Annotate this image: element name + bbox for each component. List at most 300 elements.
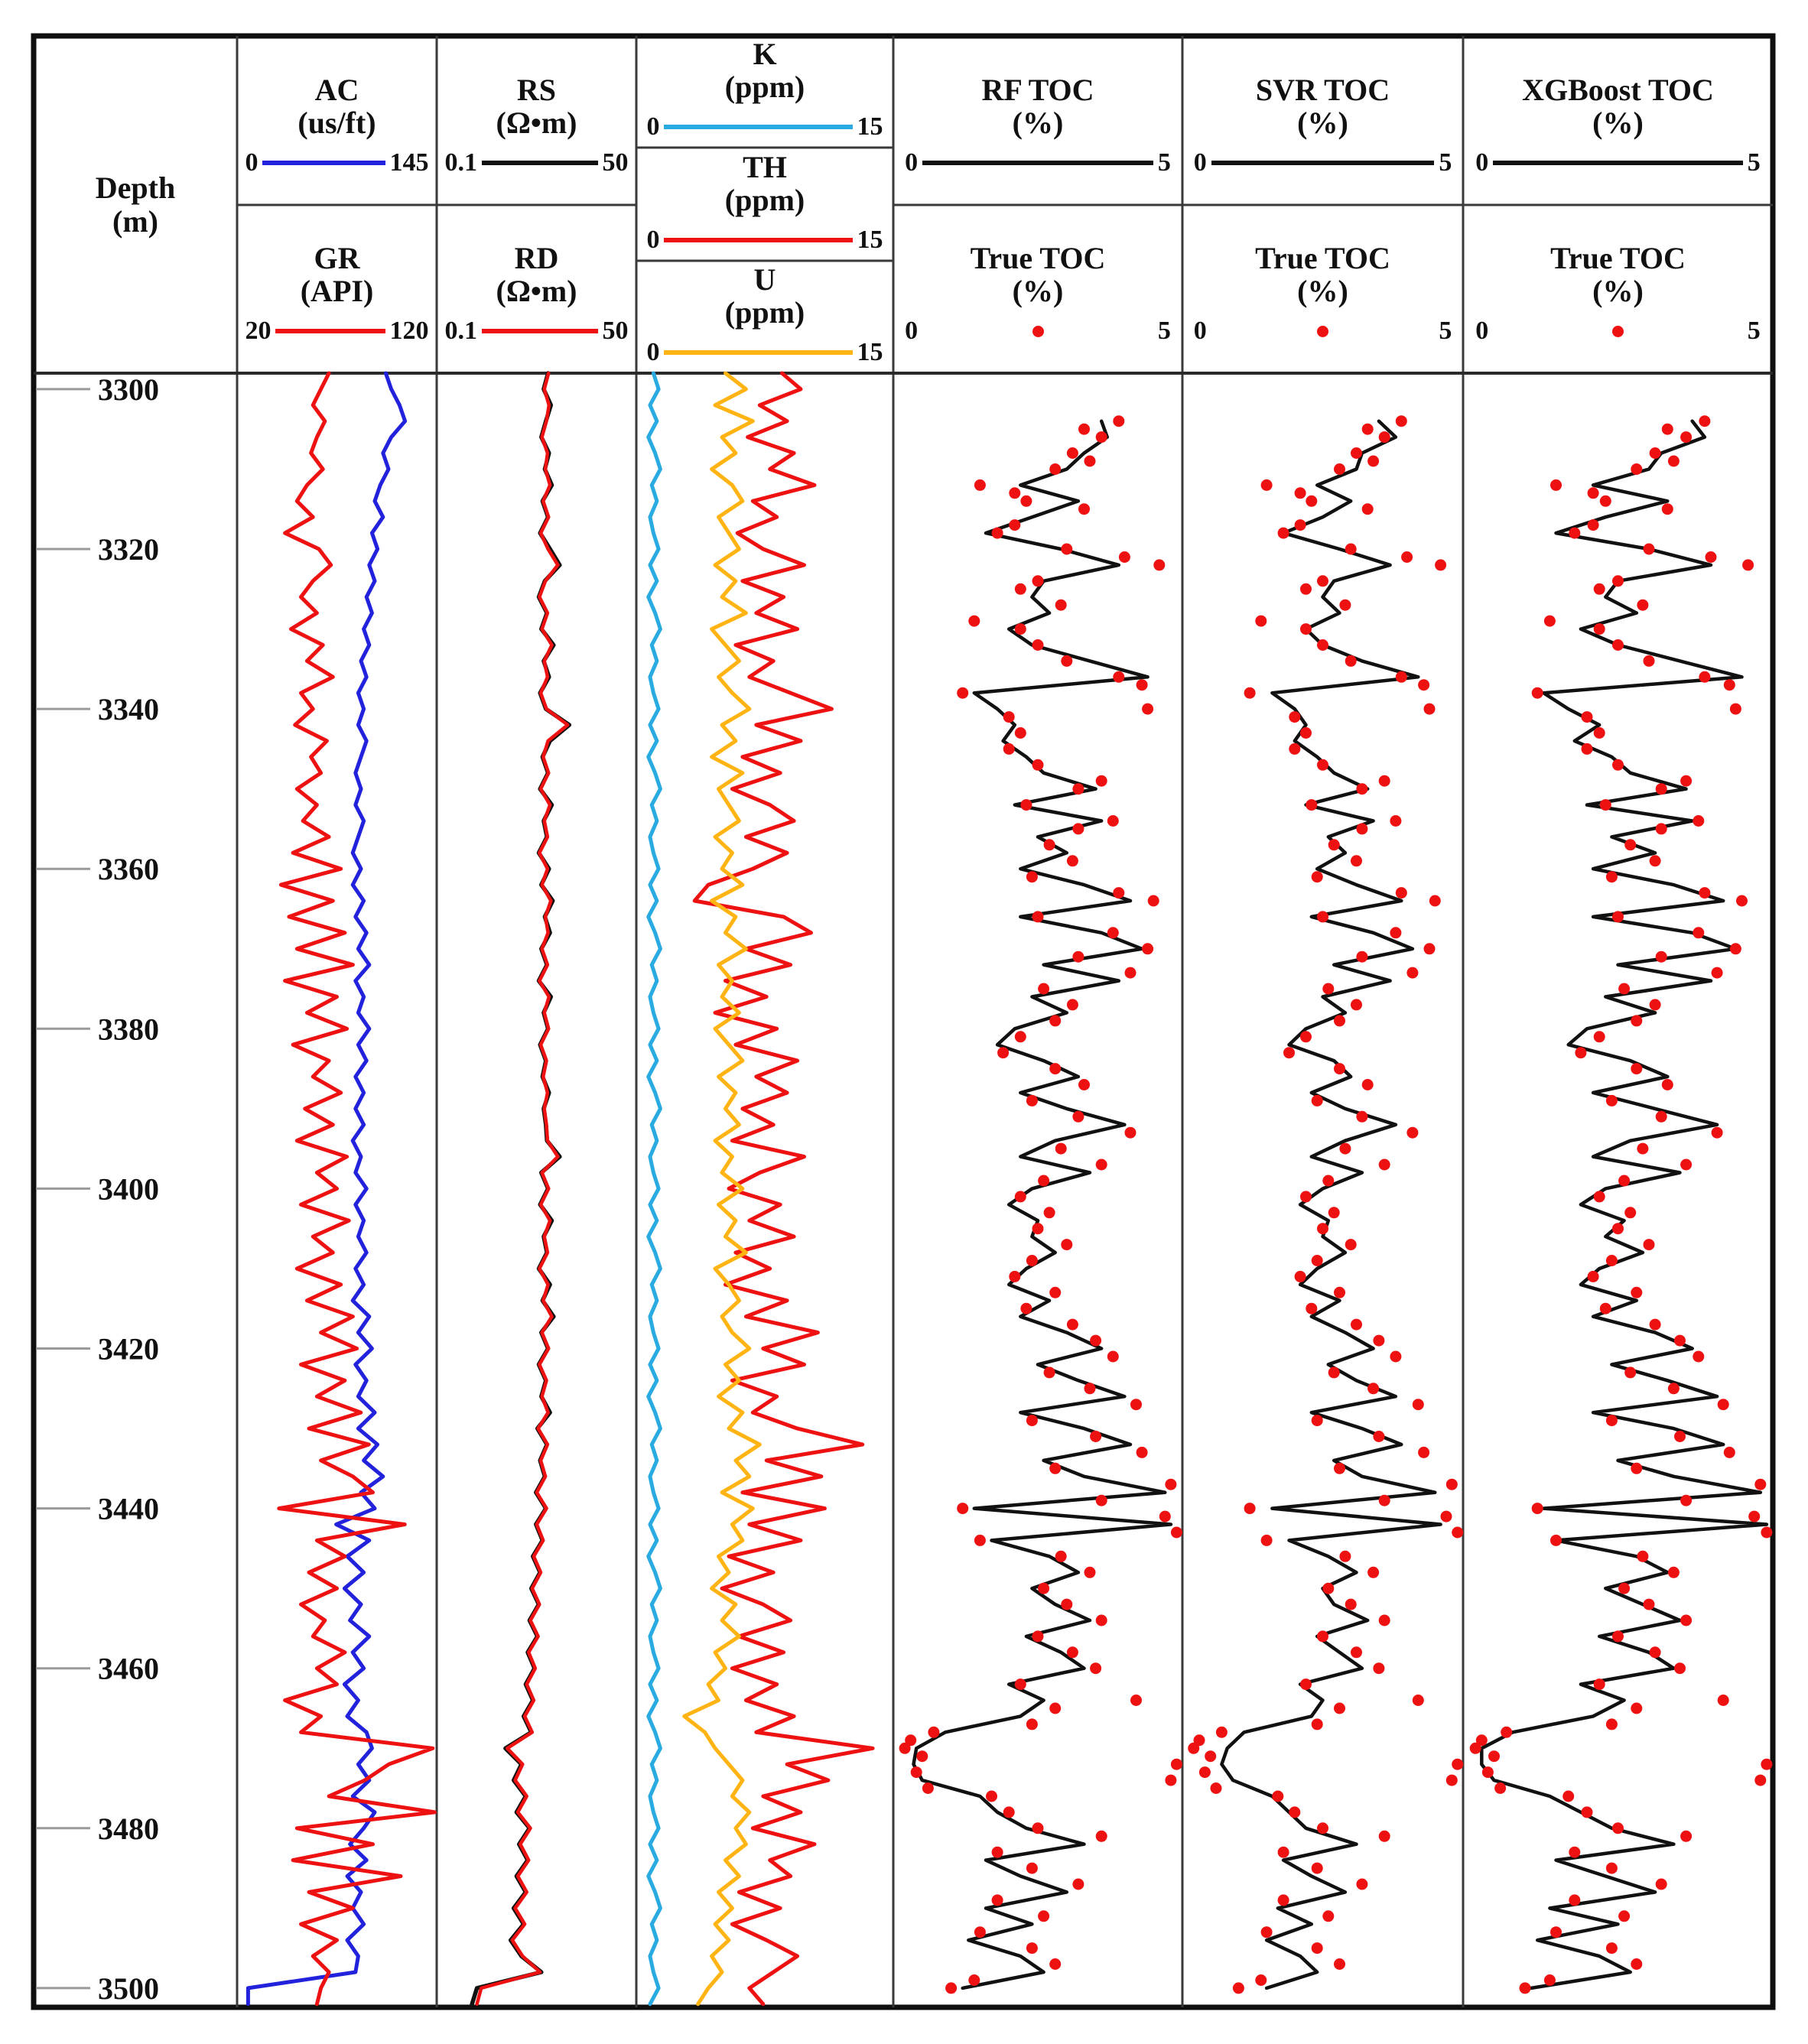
true-toc-point bbox=[1165, 1479, 1176, 1490]
true-toc-point bbox=[1618, 1910, 1630, 1922]
u-header-cell bbox=[636, 261, 893, 373]
true-toc-point bbox=[1390, 1351, 1401, 1363]
true-toc-point bbox=[1096, 1495, 1107, 1506]
true-toc-point bbox=[1680, 1831, 1692, 1842]
true-toc-point bbox=[1261, 1926, 1273, 1938]
svr-toc-max: 5 bbox=[1439, 148, 1452, 177]
true-toc-point bbox=[1618, 983, 1630, 995]
depth-tick-label: 3380 bbox=[98, 1012, 159, 1047]
svr-toc-curve bbox=[1221, 421, 1440, 1988]
true-toc-point bbox=[1334, 1958, 1345, 1970]
true-toc-point bbox=[1084, 1567, 1096, 1578]
true-toc-point bbox=[1078, 1079, 1090, 1090]
true-toc-point bbox=[1334, 1063, 1345, 1074]
true-toc-point bbox=[1300, 1191, 1312, 1202]
true-toc-point bbox=[1312, 1255, 1323, 1266]
true-toc-point bbox=[1067, 855, 1078, 866]
true-toc-point bbox=[1061, 544, 1072, 555]
xgb-toc-curve bbox=[1481, 421, 1767, 1988]
true-toc-point bbox=[1312, 1942, 1323, 1954]
true-toc-point bbox=[1761, 1527, 1772, 1539]
true-toc-point bbox=[1680, 775, 1692, 787]
depth-tick-label: 3300 bbox=[98, 372, 159, 407]
true-toc-point bbox=[1356, 823, 1367, 834]
true-toc-point bbox=[1396, 415, 1407, 427]
true-toc-point bbox=[1351, 999, 1362, 1010]
true-toc-point bbox=[1020, 799, 1032, 811]
u-label: U bbox=[753, 262, 776, 297]
true-toc-point bbox=[1424, 943, 1436, 954]
true-toc-point bbox=[1351, 1646, 1362, 1658]
th-min: 0 bbox=[646, 226, 660, 254]
true-toc-point bbox=[1624, 1366, 1636, 1378]
true-toc-point bbox=[1562, 1791, 1574, 1802]
true-toc-point bbox=[1351, 1319, 1362, 1331]
xgb-toc-min: 0 bbox=[1475, 148, 1489, 177]
true-toc-point bbox=[945, 1982, 957, 1994]
true-toc-point bbox=[1631, 1063, 1642, 1074]
true-toc-point bbox=[1289, 743, 1300, 755]
true-toc-point bbox=[1650, 1319, 1661, 1331]
true-toc-point bbox=[1345, 544, 1357, 555]
rd-min: 0.1 bbox=[444, 317, 477, 345]
true-toc-point bbox=[1130, 1695, 1142, 1706]
true-toc-point bbox=[1618, 1175, 1630, 1187]
rs-scale-row bbox=[444, 150, 628, 176]
true-toc-point bbox=[1306, 496, 1317, 507]
true-toc-point bbox=[1367, 1383, 1379, 1394]
true-toc-point bbox=[1067, 447, 1078, 459]
depth-header-cell bbox=[34, 36, 237, 373]
true-toc-point bbox=[1631, 1015, 1642, 1026]
true-toc-point bbox=[1255, 1974, 1267, 1986]
true-toc-point bbox=[1612, 911, 1624, 922]
true-toc-point bbox=[1084, 456, 1096, 467]
true-toc-point bbox=[1631, 1287, 1642, 1298]
k-min: 0 bbox=[646, 112, 660, 141]
k-unit: (ppm) bbox=[724, 69, 805, 104]
true-toc-point bbox=[1650, 447, 1661, 459]
rf-toc-label: RF TOC bbox=[981, 72, 1094, 107]
true-toc-point bbox=[957, 687, 968, 699]
true-toc-point bbox=[1300, 583, 1312, 595]
true-toc-point bbox=[1317, 759, 1328, 771]
xgb-toc-label: XGBoost TOC bbox=[1522, 72, 1714, 107]
true-toc-point bbox=[1668, 456, 1680, 467]
true-toc-point bbox=[1650, 999, 1661, 1010]
true-toc-point bbox=[1289, 711, 1300, 723]
true-toc-point bbox=[1142, 704, 1153, 715]
true-toc-point bbox=[1606, 1942, 1618, 1954]
true-toc-xgb-label: True TOC bbox=[1550, 240, 1686, 275]
true-toc-point bbox=[974, 1535, 986, 1546]
true-toc-point bbox=[1026, 1415, 1038, 1426]
rf-toc-unit: (%) bbox=[1012, 105, 1064, 140]
depth-unit: (m) bbox=[112, 203, 158, 239]
true-toc-point bbox=[1044, 1207, 1055, 1218]
true-toc-point bbox=[1680, 1159, 1692, 1171]
u-curve bbox=[685, 373, 760, 2004]
true-toc-point bbox=[1061, 655, 1072, 667]
rs-label: RS bbox=[516, 72, 557, 107]
true-toc-point bbox=[1032, 911, 1044, 922]
rs-max: 50 bbox=[602, 148, 629, 177]
true-toc-point bbox=[1452, 1759, 1463, 1770]
depth-title: Depth bbox=[95, 171, 176, 206]
rd-max: 50 bbox=[602, 317, 629, 345]
true-toc-point bbox=[1038, 1910, 1049, 1922]
true-toc-point bbox=[1606, 1718, 1618, 1730]
true-toc-point bbox=[1038, 1583, 1049, 1594]
true-toc-svr-marker bbox=[1317, 326, 1328, 337]
true-toc-point bbox=[1334, 1703, 1345, 1714]
true-toc-point bbox=[1650, 855, 1661, 866]
true-toc-point bbox=[1055, 600, 1067, 611]
rd-unit: (Ω•m) bbox=[496, 273, 577, 308]
true-toc-point bbox=[1532, 1503, 1543, 1514]
true-toc-point bbox=[1283, 1047, 1295, 1058]
true-toc-point bbox=[1295, 1271, 1306, 1282]
true-toc-point bbox=[1015, 727, 1026, 739]
true-toc-point bbox=[1334, 463, 1345, 475]
true-toc-point bbox=[1637, 1551, 1648, 1562]
true-toc-point bbox=[1096, 1615, 1107, 1626]
true-toc-point bbox=[1637, 600, 1648, 611]
true-toc-point bbox=[1373, 1431, 1384, 1442]
true-toc-point bbox=[1278, 1847, 1289, 1858]
true-toc-rf-header-cell bbox=[893, 205, 1182, 373]
true-toc-point bbox=[1015, 583, 1026, 595]
true-toc-xgb-max: 5 bbox=[1747, 317, 1761, 345]
true-toc-point bbox=[1594, 623, 1605, 635]
true-toc-point bbox=[1205, 1750, 1216, 1762]
true-toc-point bbox=[1594, 727, 1605, 739]
true-toc-point bbox=[1312, 1415, 1323, 1426]
true-toc-point bbox=[1125, 967, 1137, 979]
rd-scale-row bbox=[444, 318, 628, 344]
true-toc-point bbox=[1612, 759, 1624, 771]
true-toc-point bbox=[1148, 895, 1159, 907]
true-toc-point bbox=[1312, 1095, 1323, 1106]
true-toc-point bbox=[1488, 1750, 1500, 1762]
true-toc-point bbox=[1520, 1982, 1531, 1994]
true-toc-point bbox=[1328, 1366, 1340, 1378]
true-toc-point bbox=[1356, 1111, 1367, 1123]
true-toc-point bbox=[1699, 415, 1710, 427]
true-toc-svr-marker-wrap bbox=[1207, 326, 1439, 337]
depth-tick-label: 3340 bbox=[98, 692, 159, 727]
true-toc-point bbox=[1107, 815, 1119, 827]
true-toc-point bbox=[1334, 1287, 1345, 1298]
true-toc-point bbox=[1656, 951, 1667, 963]
true-toc-point bbox=[1317, 911, 1328, 922]
true-toc-point bbox=[1693, 927, 1704, 938]
rf-toc-min: 0 bbox=[905, 148, 919, 177]
true-toc-point bbox=[1418, 679, 1429, 691]
true-toc-point bbox=[1334, 1015, 1345, 1026]
gr-max: 120 bbox=[389, 317, 429, 345]
true-toc-point bbox=[1038, 1175, 1049, 1187]
true-toc-point bbox=[1362, 424, 1374, 435]
ac-min: 0 bbox=[245, 148, 259, 177]
true-toc-point bbox=[1406, 1127, 1418, 1139]
true-toc-point bbox=[1255, 616, 1267, 627]
true-toc-point bbox=[1049, 1958, 1061, 1970]
svr-toc-header-cell bbox=[1182, 36, 1463, 205]
true-toc-point bbox=[1736, 895, 1748, 907]
true-toc-point bbox=[1644, 1239, 1655, 1250]
true-toc-point bbox=[1435, 559, 1446, 570]
true-toc-point bbox=[1339, 1551, 1351, 1562]
true-toc-point bbox=[1009, 487, 1020, 499]
ac-max: 145 bbox=[389, 148, 429, 177]
true-toc-point bbox=[1038, 983, 1049, 995]
gr-min: 20 bbox=[245, 317, 272, 345]
true-toc-point bbox=[1644, 544, 1655, 555]
true-toc-point bbox=[1582, 1806, 1593, 1818]
k-scale-row bbox=[646, 114, 883, 140]
rd-scale-line bbox=[482, 329, 598, 333]
true-toc-point bbox=[957, 1503, 968, 1514]
true-toc-point bbox=[1612, 1630, 1624, 1642]
true-toc-point bbox=[1501, 1727, 1512, 1738]
true-toc-point bbox=[1494, 1782, 1506, 1794]
true-toc-point bbox=[1612, 575, 1624, 587]
true-toc-point bbox=[1674, 1335, 1686, 1347]
true-toc-point bbox=[1015, 1191, 1026, 1202]
true-toc-point bbox=[992, 1847, 1003, 1858]
true-toc-xgb-scale-row bbox=[1475, 318, 1761, 344]
ac-scale-line bbox=[262, 161, 385, 165]
true-toc-point bbox=[1600, 496, 1611, 507]
true-toc-point bbox=[1396, 671, 1407, 683]
true-toc-point bbox=[1096, 1831, 1107, 1842]
true-toc-point bbox=[1594, 1031, 1605, 1042]
ac-unit: (us/ft) bbox=[298, 105, 376, 140]
true-toc-point bbox=[1153, 559, 1165, 570]
true-toc-point bbox=[968, 1974, 980, 1986]
ac-label: AC bbox=[314, 72, 359, 107]
u-scale-line bbox=[664, 350, 852, 355]
true-toc-point bbox=[1306, 1303, 1317, 1314]
true-toc-point bbox=[1429, 895, 1441, 907]
true-toc-point bbox=[1637, 1143, 1648, 1155]
true-toc-point bbox=[1317, 1630, 1328, 1642]
true-toc-point bbox=[1278, 528, 1289, 539]
true-toc-point bbox=[1418, 1447, 1429, 1458]
true-toc-point bbox=[1699, 671, 1710, 683]
true-toc-point bbox=[1748, 1511, 1760, 1522]
true-toc-point bbox=[1482, 1766, 1494, 1778]
rs-header-cell bbox=[437, 36, 636, 205]
true-toc-point bbox=[1345, 1239, 1357, 1250]
true-toc-point bbox=[1049, 1015, 1061, 1026]
true-toc-point bbox=[1188, 1743, 1199, 1754]
true-toc-point bbox=[1441, 1511, 1452, 1522]
true-toc-point bbox=[1379, 431, 1390, 443]
rf-toc-scale-row bbox=[905, 150, 1171, 176]
true-toc-point bbox=[1413, 1399, 1424, 1410]
true-toc-point bbox=[1032, 1223, 1044, 1234]
true-toc-point bbox=[1020, 1303, 1032, 1314]
true-toc-point bbox=[1049, 1703, 1061, 1714]
true-toc-point bbox=[1706, 551, 1717, 563]
true-toc-point bbox=[1096, 431, 1107, 443]
true-toc-svr-label: True TOC bbox=[1255, 240, 1390, 275]
th-scale-row bbox=[646, 227, 883, 253]
true-toc-point bbox=[1278, 1894, 1289, 1906]
rf-toc-max: 5 bbox=[1157, 148, 1171, 177]
true-toc-point bbox=[911, 1766, 922, 1778]
true-toc-point bbox=[1624, 839, 1636, 850]
true-toc-point bbox=[1631, 463, 1642, 475]
true-toc-point bbox=[1003, 743, 1015, 755]
true-toc-point bbox=[1142, 943, 1153, 954]
true-toc-rf-max: 5 bbox=[1157, 317, 1171, 345]
true-toc-point bbox=[1300, 727, 1312, 739]
true-toc-point bbox=[1345, 655, 1357, 667]
ac-scale-row bbox=[245, 150, 428, 176]
rd-label: RD bbox=[514, 240, 559, 275]
true-toc-point bbox=[1413, 1695, 1424, 1706]
true-toc-point bbox=[1334, 1463, 1345, 1474]
true-toc-point bbox=[1090, 1662, 1101, 1674]
rs-min: 0.1 bbox=[444, 148, 477, 177]
true-toc-point bbox=[1026, 1863, 1038, 1874]
true-toc-point bbox=[986, 1791, 997, 1802]
true-toc-svr-header-cell bbox=[1182, 205, 1463, 373]
true-toc-point bbox=[1693, 1351, 1704, 1363]
true-toc-point bbox=[1379, 1831, 1390, 1842]
true-toc-point bbox=[1044, 839, 1055, 850]
u-max: 15 bbox=[857, 338, 883, 366]
true-toc-point bbox=[1662, 1079, 1673, 1090]
svr-toc-unit: (%) bbox=[1297, 105, 1348, 140]
true-toc-point bbox=[1061, 1599, 1072, 1610]
true-toc-point bbox=[1396, 887, 1407, 899]
true-toc-point bbox=[997, 1047, 1009, 1058]
true-toc-point bbox=[1406, 967, 1418, 979]
true-toc-point bbox=[1339, 1143, 1351, 1155]
xgb-toc-header-cell bbox=[1463, 36, 1773, 205]
gr-unit: (API) bbox=[300, 273, 374, 308]
rs-curve bbox=[472, 373, 569, 2004]
true-toc-point bbox=[1606, 1095, 1618, 1106]
true-toc-point bbox=[1317, 639, 1328, 651]
true-toc-point bbox=[1594, 1191, 1605, 1202]
true-toc-point bbox=[1300, 1031, 1312, 1042]
true-toc-point bbox=[992, 528, 1003, 539]
true-toc-point bbox=[1631, 1463, 1642, 1474]
depth-tick-label: 3360 bbox=[98, 852, 159, 887]
true-toc-point bbox=[1009, 1271, 1020, 1282]
rf-toc-header-cell bbox=[893, 36, 1182, 205]
true-toc-point bbox=[1345, 1599, 1357, 1610]
true-toc-point bbox=[1379, 1495, 1390, 1506]
u-min: 0 bbox=[646, 338, 660, 366]
true-toc-point bbox=[1618, 1583, 1630, 1594]
true-toc-point bbox=[1718, 1399, 1729, 1410]
true-toc-point bbox=[1067, 1646, 1078, 1658]
true-toc-point bbox=[1306, 799, 1317, 811]
true-toc-point bbox=[1137, 679, 1148, 691]
true-toc-point bbox=[1026, 1942, 1038, 1954]
true-toc-xgb-min: 0 bbox=[1475, 317, 1489, 345]
true-toc-point bbox=[1446, 1479, 1458, 1490]
true-toc-point bbox=[1026, 871, 1038, 882]
true-toc-point bbox=[1090, 1335, 1101, 1347]
true-toc-point bbox=[1373, 1662, 1384, 1674]
true-toc-point bbox=[1015, 1678, 1026, 1690]
ac-curve bbox=[248, 373, 405, 2004]
true-toc-point bbox=[1356, 1879, 1367, 1890]
true-toc-point bbox=[1107, 927, 1119, 938]
rd-header-cell bbox=[437, 205, 636, 373]
true-toc-point bbox=[1631, 1958, 1642, 1970]
true-toc-point bbox=[1020, 496, 1032, 507]
th-scale-line bbox=[664, 238, 852, 242]
true-toc-point bbox=[1072, 1111, 1084, 1123]
true-toc-point bbox=[1015, 1031, 1026, 1042]
true-toc-point bbox=[968, 616, 980, 627]
true-toc-point bbox=[1379, 775, 1390, 787]
rf-toc-scale-line bbox=[922, 161, 1153, 165]
true-toc-point bbox=[1125, 1127, 1137, 1139]
true-toc-point bbox=[1322, 1910, 1334, 1922]
true-toc-point bbox=[1055, 1143, 1067, 1155]
true-toc-point bbox=[1078, 424, 1090, 435]
rs-unit: (Ω•m) bbox=[496, 105, 577, 140]
true-toc-point bbox=[1401, 551, 1413, 563]
gr-scale-line bbox=[275, 329, 385, 333]
true-toc-point bbox=[1322, 1583, 1334, 1594]
true-toc-point bbox=[1328, 1207, 1340, 1218]
gr-scale-row bbox=[245, 318, 428, 344]
true-toc-xgb-marker-wrap bbox=[1488, 326, 1748, 337]
true-toc-point bbox=[1730, 943, 1741, 954]
true-toc-point bbox=[922, 1782, 934, 1794]
true-toc-point bbox=[1026, 1255, 1038, 1266]
th-curve bbox=[694, 373, 873, 2004]
true-toc-point bbox=[1130, 1399, 1142, 1410]
true-toc-point bbox=[1424, 704, 1436, 715]
true-toc-point bbox=[1379, 1615, 1390, 1626]
true-toc-rf-label: True TOC bbox=[970, 240, 1106, 275]
true-toc-point bbox=[1061, 1239, 1072, 1250]
true-toc-point bbox=[1668, 1567, 1680, 1578]
true-toc-point bbox=[1470, 1743, 1481, 1754]
true-toc-point bbox=[1049, 1287, 1061, 1298]
true-toc-point bbox=[1693, 815, 1704, 827]
true-toc-point bbox=[1015, 623, 1026, 635]
true-toc-point bbox=[1072, 783, 1084, 795]
xgb-toc-max: 5 bbox=[1747, 148, 1761, 177]
depth-tick-label: 3480 bbox=[98, 1811, 159, 1846]
svr-toc-scale-row bbox=[1194, 150, 1452, 176]
true-toc-point bbox=[1754, 1775, 1766, 1786]
true-toc-point bbox=[1300, 1678, 1312, 1690]
true-toc-point bbox=[1244, 687, 1256, 699]
true-toc-point bbox=[1356, 951, 1367, 963]
true-toc-point bbox=[1569, 1847, 1580, 1858]
true-toc-rf-unit: (%) bbox=[1012, 273, 1064, 308]
true-toc-point bbox=[1113, 671, 1124, 683]
true-toc-point bbox=[1233, 1982, 1244, 1994]
depth-tick-label: 3400 bbox=[98, 1171, 159, 1207]
true-toc-point bbox=[1390, 815, 1401, 827]
true-toc-rf-marker bbox=[1032, 326, 1044, 337]
true-toc-point bbox=[1044, 1366, 1055, 1378]
